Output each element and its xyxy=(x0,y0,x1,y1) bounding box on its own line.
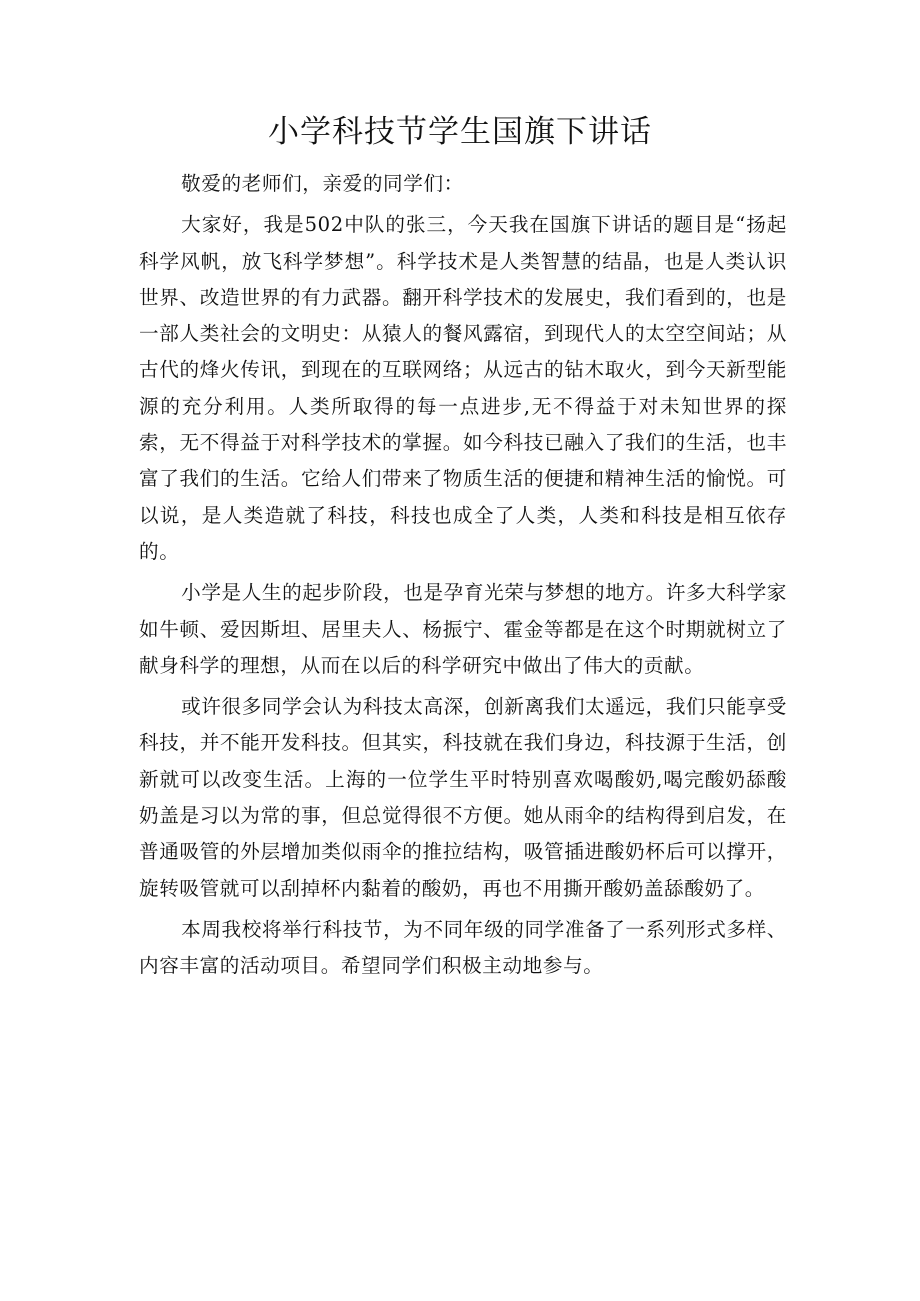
paragraph-salutation: 敬爱的老师们，亲爱的同学们： xyxy=(181,172,464,195)
document-body xyxy=(139,166,787,985)
paragraph: 本周我校将举行科技节，为不同年级的同学准备了一系列形式多样、内容丰富的活动项目。希望同学们积极主动地参与。 xyxy=(139,917,787,978)
paragraph: 大家好，我是502中队的张三，今天我在国旗下讲话的题目是“扬起科学风帆，放飞科学梦想”。科学技术是人类智慧的结晶，也是人类认识世界、改造世界的有力武器。翻开科学技术的发展史，我们看到的，也是一部人类社会的文明史：从猿人的餐风露宿，到现代人的太空空间站；从古代的烽火传讯，到现在的互联网络；从远古的钻木取火，到今天新型能源的充分利用。人类所取得的每一点进步,无不得益于对未知世界的探索，无不得益于对科学技术的掌握。如今科技已融入了我们的生活，也丰富了我们的生活。它给人们带来了物质生活的便捷和精神生活的愉悦。可以说，是人类造就了科技，科技也成全了人类，人类和科技是相互依存的。 xyxy=(139,213,787,563)
paragraph: 或许很多同学会认为科技太高深，创新离我们太遥远，我们只能享受科技，并不能开发科技。但其实，科技就在我们身边，科技源于生活，创新就可以改变生活。上海的一位学生平时特别喜欢喝酸奶,喝完酸奶舔酸奶盖是习以为常的事，但总觉得很不方便。她从雨伞的结构得到启发，在普通吸管的外层增加类似雨伞的推拉结构，吸管插进酸奶杯后可以撑开，旋转吸管就可以刮掉杯内黏着的酸奶，再也不用撕开酸奶盖舔酸奶了。 xyxy=(139,695,787,900)
document-title: 小学科技节学生国旗下讲话 xyxy=(268,114,652,150)
paragraph: 小学是人生的起步阶段，也是孕育光荣与梦想的地方。许多大科学家如牛顿、爱因斯坦、居里夫人、杨振宁、霍金等都是在这个时期就树立了献身科学的理想，从而在以后的科学研究中做出了伟大的贡献。 xyxy=(139,581,787,677)
